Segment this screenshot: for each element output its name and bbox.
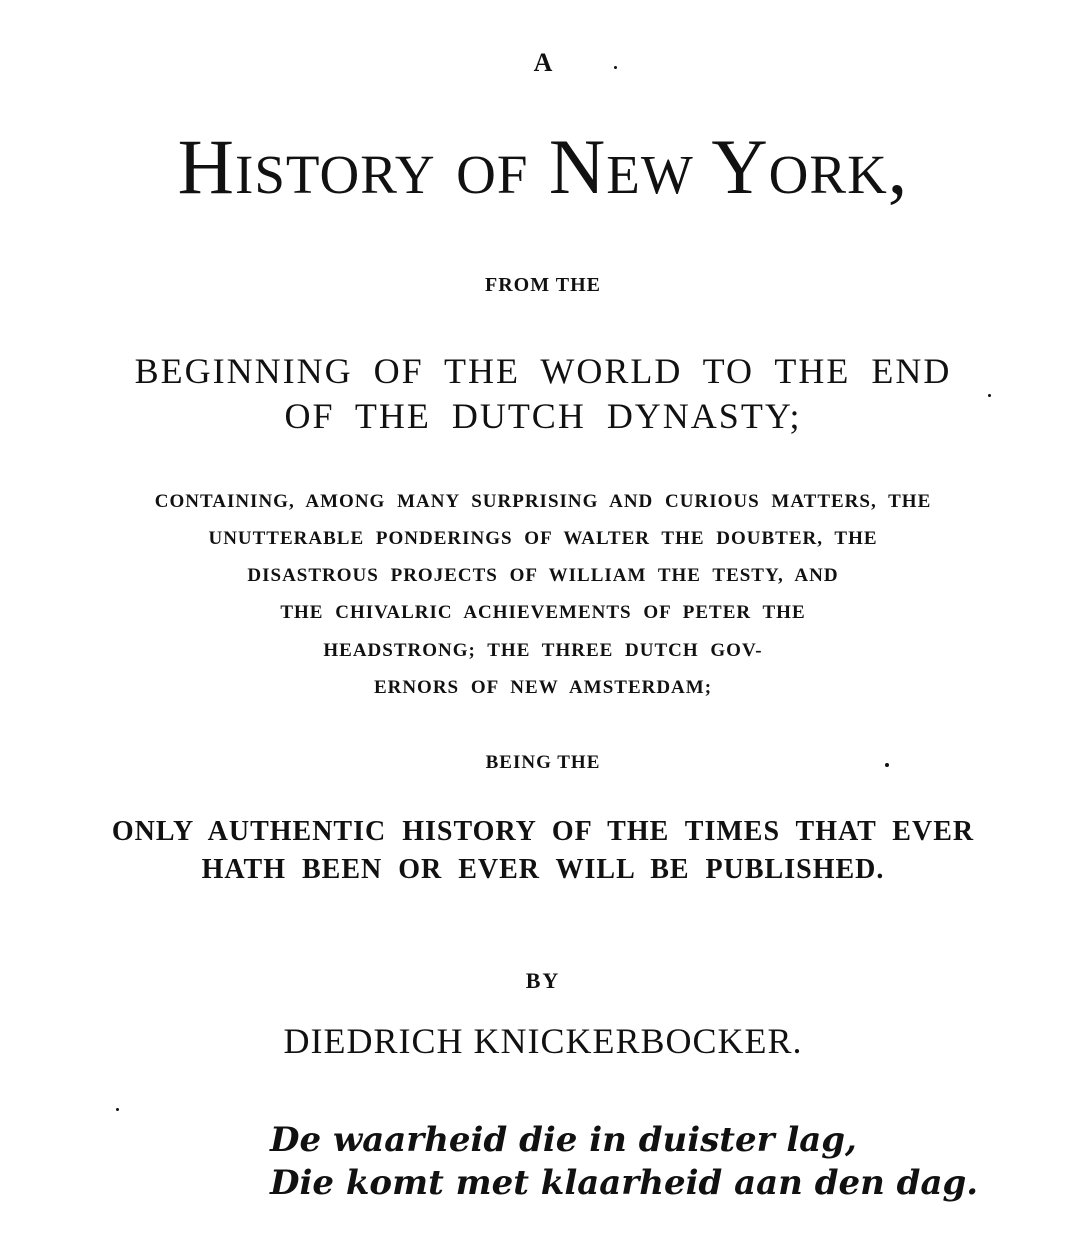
contents-line: ERNORS OF NEW AMSTERDAM;	[373, 677, 713, 698]
contents-line: UNUTTERABLE PONDERINGS OF WALTER THE DOUBTER, THE	[208, 528, 878, 549]
motto-line: De waarheid die in duister lag,	[270, 1120, 857, 1160]
contents-line: HEADSTRONG; THE THREE DUTCH GOV-	[323, 640, 763, 661]
print-speck	[614, 66, 617, 69]
only-authentic-line: HATH BEEN OR EVER WILL BE PUBLISHED.	[201, 854, 885, 885]
contents-line: CONTAINING, AMONG MANY SURPRISING AND CURIOUS MATTERS, THE	[154, 491, 932, 512]
subtitle-line: BEGINNING OF THE WORLD TO THE END	[134, 351, 952, 391]
motto-line: Die komt met klaarheid aan den dag.	[270, 1163, 979, 1203]
author-name: DIEDRICH KNICKERBOCKER.	[283, 1021, 803, 1061]
contents-line: DISASTROUS PROJECTS OF WILLIAM THE TESTY, AND	[247, 565, 839, 586]
by-label: BY	[525, 968, 561, 993]
subtitle-line: OF THE DUTCH DYNASTY;	[284, 396, 802, 436]
being-the-label: BEING THE	[485, 752, 601, 773]
main-title: History of New York,	[177, 123, 909, 210]
article-a: A	[533, 48, 553, 77]
print-speck	[988, 394, 991, 397]
only-authentic-line: ONLY AUTHENTIC HISTORY OF THE TIMES THAT EVER	[111, 816, 975, 847]
from-the-label: FROM THE	[485, 274, 601, 296]
print-speck	[885, 763, 889, 767]
print-speck	[116, 1108, 119, 1111]
contents-line: THE CHIVALRIC ACHIEVEMENTS OF PETER THE	[280, 602, 806, 623]
